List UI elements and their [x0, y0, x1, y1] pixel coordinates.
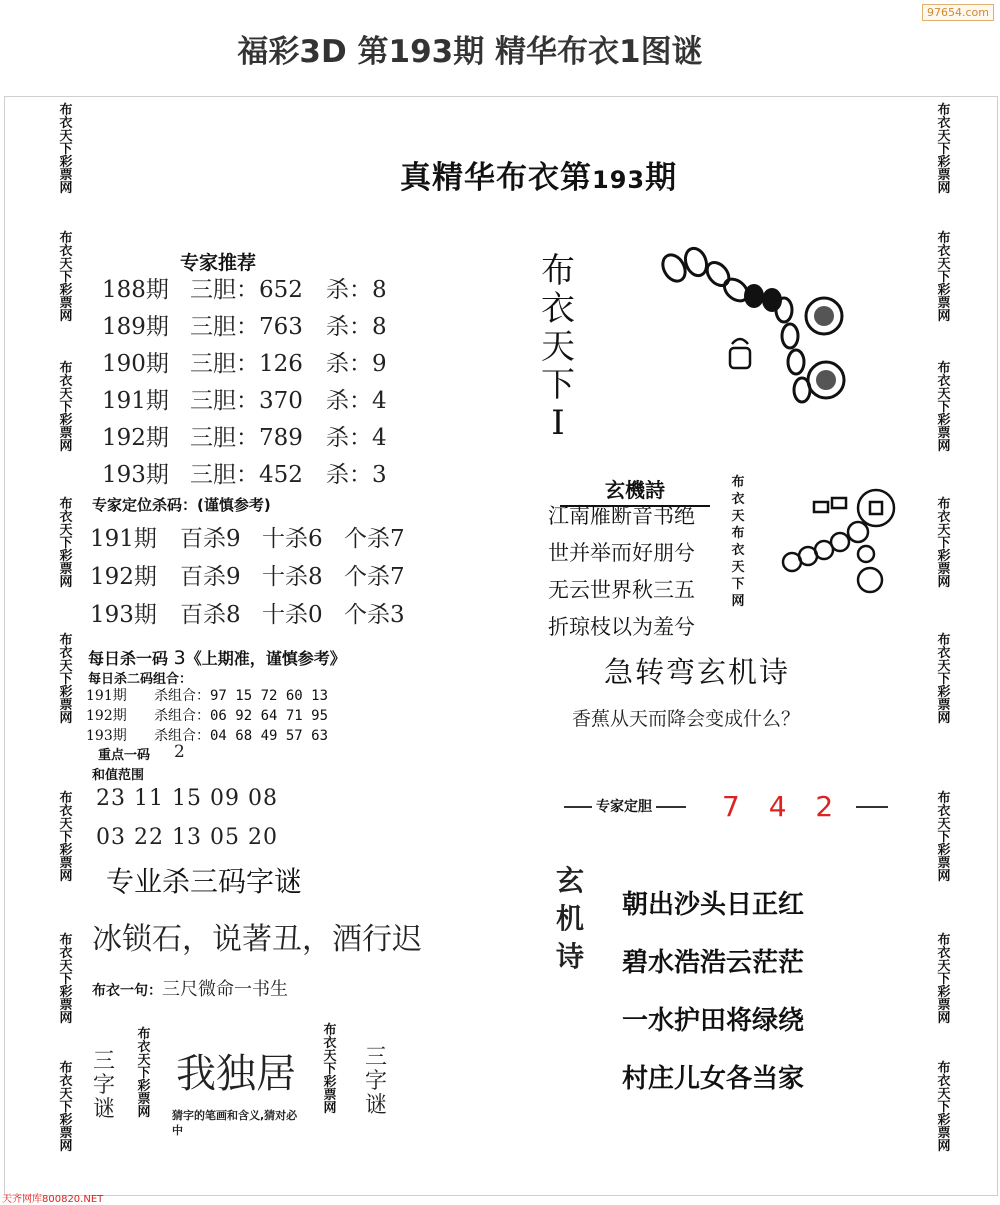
side-watermark-char: 下 — [937, 972, 951, 987]
side-watermark-char: 天 — [937, 523, 951, 538]
side-watermark-char: 网 — [59, 575, 73, 590]
combo-row — [86, 686, 328, 706]
side-watermark-char: 彩 — [59, 413, 73, 428]
pk-ge: 个杀3 — [344, 602, 405, 628]
main-title — [400, 152, 677, 197]
side-watermark — [54, 104, 78, 195]
position-kill-row — [90, 558, 405, 596]
coin-group-illustration — [770, 480, 910, 600]
pk-ge: 个杀7 — [344, 526, 405, 552]
daily-kill-note: 《上期准，谨慎参考》 — [185, 649, 346, 668]
side-watermark-char: 网 — [59, 181, 73, 196]
three-char-watermark-right — [318, 1024, 342, 1115]
side-watermark-char: 下 — [937, 536, 951, 551]
footer-credit: 天齐网库800820.NET — [2, 1194, 104, 1205]
riddle-title: 专业杀三码字谜 — [106, 865, 303, 898]
side-watermark-char: 票 — [59, 426, 73, 441]
side-watermark-char: 下 — [937, 400, 951, 415]
combo-row — [86, 706, 328, 726]
expert-dan: 三胆：370 — [190, 388, 303, 414]
side-watermark-char: 票 — [137, 1092, 151, 1107]
three-char-main: 我独居 — [176, 1051, 296, 1097]
poem2-lines — [622, 876, 804, 1108]
expert-row — [102, 383, 387, 420]
side-watermark-char: 彩 — [59, 155, 73, 170]
side-watermark-char: 彩 — [59, 843, 73, 858]
side-watermark-char: 下 — [937, 142, 951, 157]
side-watermark-char: 票 — [937, 698, 951, 713]
side-watermark-char: 布 — [59, 103, 73, 118]
daily-kill-title: 每日杀一码 — [88, 649, 169, 668]
combo-text: 杀组合：97 15 72 60 13 — [154, 688, 329, 704]
pk-bai: 百杀9 — [180, 564, 241, 590]
side-watermark-char: 下 — [59, 536, 73, 551]
dingdan-rule-right — [856, 806, 888, 808]
side-watermark-char: 下 — [937, 830, 951, 845]
xuanji-watermark-char: 衣 — [731, 543, 745, 558]
dingdan-label: 专家定胆 — [592, 796, 656, 816]
expert-issue: 192期 — [102, 425, 169, 451]
side-watermark — [54, 934, 78, 1025]
side-watermark-char: 布 — [937, 1061, 951, 1076]
poem2-label-char: 诗 — [555, 940, 584, 973]
side-watermark — [932, 104, 956, 195]
side-watermark-char: 布 — [323, 1023, 337, 1038]
side-watermark-char: 天 — [937, 659, 951, 674]
side-watermark-char: 衣 — [937, 116, 951, 131]
side-watermark-char: 网 — [59, 309, 73, 324]
side-watermark-char: 天 — [59, 659, 73, 674]
side-watermark-char: 天 — [59, 817, 73, 832]
side-watermark-char: 布 — [59, 361, 73, 376]
expert-kill: 杀：8 — [326, 277, 387, 303]
side-watermark-char: 衣 — [59, 804, 73, 819]
side-watermark-char: 下 — [59, 270, 73, 285]
side-watermark-char: 票 — [59, 296, 73, 311]
pk-shi: 十杀6 — [262, 526, 323, 552]
pk-shi: 十杀0 — [262, 602, 323, 628]
three-char-label-char: 三 — [92, 1049, 115, 1074]
pk-ge: 个杀7 — [344, 564, 405, 590]
side-watermark-char: 布 — [59, 1061, 73, 1076]
side-watermark-char: 彩 — [937, 1113, 951, 1128]
side-watermark-char: 彩 — [937, 155, 951, 170]
side-watermark-char: 布 — [59, 633, 73, 648]
side-watermark-char: 彩 — [937, 549, 951, 564]
side-watermark-char: 衣 — [59, 1074, 73, 1089]
side-watermark — [54, 498, 78, 589]
three-char-label-left — [90, 1050, 118, 1122]
side-watermark-char: 票 — [937, 296, 951, 311]
key-code-label: 重点一码 — [98, 748, 151, 763]
pk-issue: 193期 — [90, 602, 157, 628]
xuanji-title: 玄機詩 — [560, 474, 710, 507]
expert-dan: 三胆：452 — [190, 462, 303, 488]
side-watermark-char: 布 — [937, 497, 951, 512]
three-char-watermark-left — [132, 1028, 156, 1119]
xuanji-watermark-char: 布 — [731, 526, 745, 541]
xuanji-watermark-char: 下 — [731, 577, 745, 592]
side-watermark-char: 下 — [59, 142, 73, 157]
side-watermark-char: 天 — [137, 1053, 151, 1068]
side-watermark-char: 票 — [937, 856, 951, 871]
side-watermark-char: 票 — [937, 1126, 951, 1141]
xuanji-watermark-char: 布 — [731, 475, 745, 490]
side-watermark-char: 衣 — [59, 116, 73, 131]
side-watermark — [54, 792, 78, 883]
side-watermark-char: 衣 — [323, 1036, 337, 1051]
buyi-banner-char: I — [551, 403, 565, 443]
expert-title: 专家推荐 — [180, 252, 257, 274]
expert-row — [102, 272, 387, 309]
three-char-label-char: 三 — [364, 1045, 387, 1070]
riddle-text: 冰锁石，说著丑，酒行迟 — [92, 922, 422, 957]
side-watermark-char: 彩 — [59, 283, 73, 298]
side-watermark-char: 衣 — [137, 1040, 151, 1055]
side-watermark-char: 天 — [59, 129, 73, 144]
buyi-banner — [538, 252, 578, 442]
expert-issue: 190期 — [102, 351, 169, 377]
expert-kill: 杀：4 — [326, 388, 387, 414]
combo-title: 每日杀二码组合： — [88, 672, 193, 687]
sum-range-row-2: 03 22 13 05 20 — [96, 825, 278, 850]
combo-issue: 193期 — [86, 728, 127, 744]
side-watermark-char: 天 — [937, 1087, 951, 1102]
main-title-suffix: 期 — [645, 160, 678, 196]
side-watermark-char: 天 — [937, 387, 951, 402]
pk-bai: 百杀8 — [180, 602, 241, 628]
side-watermark-char: 天 — [937, 129, 951, 144]
pk-shi: 十杀8 — [262, 564, 323, 590]
side-watermark — [932, 232, 956, 323]
side-watermark-char: 网 — [937, 869, 951, 884]
side-watermark-char: 下 — [59, 972, 73, 987]
side-watermark-char: 网 — [59, 1139, 73, 1154]
pk-bai: 百杀9 — [180, 526, 241, 552]
side-watermark-char: 彩 — [937, 413, 951, 428]
expert-row — [102, 346, 387, 383]
expert-table — [102, 272, 387, 494]
side-watermark-char: 网 — [937, 439, 951, 454]
side-watermark-char: 彩 — [59, 985, 73, 1000]
side-watermark-char: 网 — [59, 869, 73, 884]
side-watermark-char: 彩 — [323, 1075, 337, 1090]
side-watermark — [54, 634, 78, 725]
side-watermark — [54, 362, 78, 453]
side-watermark-char: 布 — [137, 1027, 151, 1042]
side-watermark-char: 下 — [59, 1100, 73, 1115]
side-watermark-char: 票 — [59, 1126, 73, 1141]
poem2-label-char: 玄 — [555, 864, 584, 897]
side-watermark-char: 下 — [59, 672, 73, 687]
combo-issue: 192期 — [86, 708, 127, 724]
side-watermark-char: 彩 — [937, 685, 951, 700]
expert-dan: 三胆：126 — [190, 351, 303, 377]
buyi-sentence-label: 布衣一句： — [92, 983, 162, 999]
key-code-value: 2 — [174, 742, 185, 762]
xuanji-watermark-char: 天 — [731, 509, 745, 524]
xuanji-watermark-char: 天 — [731, 560, 745, 575]
position-kill-row — [90, 596, 405, 634]
three-char-label-char: 谜 — [92, 1097, 115, 1122]
expert-dan: 三胆：652 — [190, 277, 303, 303]
side-watermark-char: 票 — [59, 998, 73, 1013]
side-watermark-char: 票 — [59, 698, 73, 713]
side-watermark-char: 彩 — [59, 549, 73, 564]
side-watermark-char: 衣 — [59, 510, 73, 525]
side-watermark-char: 网 — [937, 1011, 951, 1026]
side-watermark-char: 天 — [937, 257, 951, 272]
side-watermark-char: 布 — [937, 633, 951, 648]
xuanji-watermark-char: 衣 — [731, 492, 745, 507]
side-watermark-char: 天 — [937, 959, 951, 974]
side-watermark-char: 布 — [59, 231, 73, 246]
poem2-line: 一水护田将绿绕 — [622, 1006, 805, 1036]
side-watermark-char: 票 — [323, 1088, 337, 1103]
side-watermark-char: 网 — [937, 1139, 951, 1154]
poem2-label-char: 机 — [555, 902, 584, 935]
side-watermark-char: 彩 — [137, 1079, 151, 1094]
side-watermark — [932, 1062, 956, 1153]
side-watermark-char: 下 — [323, 1062, 337, 1077]
xuanji-watermark-char: 网 — [731, 594, 745, 609]
side-watermark-char: 网 — [937, 711, 951, 726]
side-watermark — [932, 934, 956, 1025]
side-watermark-char: 网 — [323, 1101, 337, 1116]
coin-chain-illustration — [650, 240, 870, 430]
expert-kill: 杀：8 — [326, 314, 387, 340]
buyi-sentence — [92, 975, 288, 1001]
side-watermark-char: 布 — [937, 933, 951, 948]
xuanji-line: 世并举而好朋兮 — [548, 541, 695, 565]
side-watermark-char: 彩 — [59, 685, 73, 700]
poem2-label — [552, 862, 588, 976]
three-char-label-char: 字 — [364, 1069, 387, 1094]
daily-kill-line — [88, 646, 346, 669]
side-watermark-char: 网 — [937, 575, 951, 590]
poem2-line: 村庄儿女各当家 — [622, 1064, 805, 1094]
position-kill-title: 专家定位杀码：(谨慎参考) — [92, 496, 271, 514]
side-watermark — [932, 362, 956, 453]
side-watermark-char: 彩 — [937, 985, 951, 1000]
three-char-hint: 猜字的笔画和含义,猜对必中 — [172, 1109, 298, 1137]
side-watermark-char: 票 — [937, 426, 951, 441]
expert-dan: 三胆：789 — [190, 425, 303, 451]
main-title-prefix: 真精华布衣第 — [400, 160, 592, 196]
side-watermark-char: 天 — [59, 1087, 73, 1102]
side-watermark-char: 布 — [59, 933, 73, 948]
expert-issue: 193期 — [102, 462, 169, 488]
side-watermark-char: 下 — [137, 1066, 151, 1081]
expert-kill: 杀：4 — [326, 425, 387, 451]
buyi-banner-char: 天 — [541, 327, 575, 367]
side-watermark-char: 下 — [59, 400, 73, 415]
buyi-sentence-text: 三尺微命一书生 — [162, 979, 288, 1000]
xuanji-poem — [548, 498, 695, 646]
combo-row — [86, 726, 328, 746]
side-watermark-char: 网 — [137, 1105, 151, 1120]
buyi-banner-char: 衣 — [541, 289, 575, 329]
position-kill-table — [90, 520, 405, 634]
side-watermark-char: 衣 — [59, 946, 73, 961]
side-watermark-char: 衣 — [937, 510, 951, 525]
side-watermark-char: 票 — [937, 562, 951, 577]
expert-kill: 杀：9 — [326, 351, 387, 377]
daily-kill-value: 3 — [173, 647, 186, 669]
side-watermark-char: 布 — [937, 791, 951, 806]
side-watermark-char: 布 — [59, 497, 73, 512]
side-watermark — [54, 1062, 78, 1153]
side-watermark — [932, 498, 956, 589]
side-watermark — [932, 634, 956, 725]
side-watermark — [932, 792, 956, 883]
side-watermark-char: 衣 — [59, 374, 73, 389]
side-watermark-char: 天 — [59, 523, 73, 538]
side-watermark-char: 下 — [937, 672, 951, 687]
side-watermark-char: 网 — [937, 181, 951, 196]
poem2-line: 碧水浩浩云茫茫 — [622, 948, 805, 978]
combo-issue: 191期 — [86, 688, 127, 704]
position-kill-row — [90, 520, 405, 558]
side-watermark-char: 衣 — [937, 646, 951, 661]
expert-issue: 188期 — [102, 277, 169, 303]
side-watermark-char: 网 — [59, 711, 73, 726]
side-watermark-char: 票 — [937, 998, 951, 1013]
side-watermark-char: 天 — [323, 1049, 337, 1064]
expert-row — [102, 457, 387, 494]
side-watermark-char: 衣 — [937, 1074, 951, 1089]
combo-table — [86, 686, 328, 746]
page-headline: 福彩3D 第193期 精华布衣1图谜 — [237, 34, 703, 70]
dingdan-value: 7 4 2 — [722, 790, 844, 823]
pk-issue: 192期 — [90, 564, 157, 590]
side-watermark-char: 彩 — [59, 1113, 73, 1128]
side-watermark-char: 彩 — [937, 843, 951, 858]
side-watermark-char: 彩 — [937, 283, 951, 298]
pk-issue: 191期 — [90, 526, 157, 552]
expert-row — [102, 309, 387, 346]
buyi-banner-char: 下 — [541, 365, 575, 405]
main-title-number: 193 — [592, 166, 646, 194]
side-watermark-char: 网 — [937, 309, 951, 324]
side-watermark-char: 衣 — [59, 646, 73, 661]
turn-title: 急转弯玄机诗 — [604, 655, 791, 689]
three-char-label-char: 谜 — [364, 1093, 387, 1118]
side-watermark-char: 衣 — [937, 374, 951, 389]
side-watermark-char: 票 — [937, 168, 951, 183]
side-watermark-char: 下 — [59, 830, 73, 845]
side-watermark-char: 天 — [59, 387, 73, 402]
side-watermark — [54, 232, 78, 323]
sum-range-row-1: 23 11 15 09 08 — [96, 786, 278, 811]
side-watermark-char: 天 — [59, 257, 73, 272]
side-watermark-char: 布 — [937, 231, 951, 246]
side-watermark-char: 布 — [59, 791, 73, 806]
side-watermark-char: 天 — [937, 817, 951, 832]
side-watermark-char: 衣 — [59, 244, 73, 259]
sum-range-label: 和值范围 — [92, 768, 145, 783]
expert-issue: 189期 — [102, 314, 169, 340]
side-watermark-char: 衣 — [937, 244, 951, 259]
combo-text: 杀组合：06 92 64 71 95 — [154, 708, 329, 724]
side-watermark-char: 布 — [937, 361, 951, 376]
side-watermark-char: 票 — [59, 168, 73, 183]
xuanji-line: 江南雁断音书绝 — [548, 504, 695, 528]
three-char-label-right — [362, 1046, 390, 1118]
side-watermark-char: 下 — [937, 1100, 951, 1115]
expert-kill: 杀：3 — [326, 462, 387, 488]
side-watermark-char: 天 — [59, 959, 73, 974]
three-char-label-char: 字 — [92, 1073, 115, 1098]
expert-issue: 191期 — [102, 388, 169, 414]
xuanji-line: 无云世界秋三五 — [548, 578, 695, 602]
combo-text: 杀组合：04 68 49 57 63 — [154, 728, 329, 744]
site-badge[interactable]: 97654.com — [922, 4, 994, 21]
turn-question: 香蕉从天而降会变成什么？ — [572, 708, 801, 730]
side-watermark-char: 票 — [59, 562, 73, 577]
side-watermark-char: 网 — [59, 1011, 73, 1026]
side-watermark-char: 下 — [937, 270, 951, 285]
poem2-line: 朝出沙头日正红 — [622, 890, 805, 920]
expert-dan: 三胆：763 — [190, 314, 303, 340]
side-watermark-char: 衣 — [937, 946, 951, 961]
xuanji-line: 折琼枝以为羞兮 — [548, 615, 695, 639]
side-watermark-char: 布 — [937, 103, 951, 118]
xuanji-watermark — [726, 474, 750, 610]
side-watermark-char: 衣 — [937, 804, 951, 819]
side-watermark-char: 网 — [59, 439, 73, 454]
side-watermark-char: 票 — [59, 856, 73, 871]
buyi-banner-char: 布 — [541, 251, 575, 291]
expert-row — [102, 420, 387, 457]
